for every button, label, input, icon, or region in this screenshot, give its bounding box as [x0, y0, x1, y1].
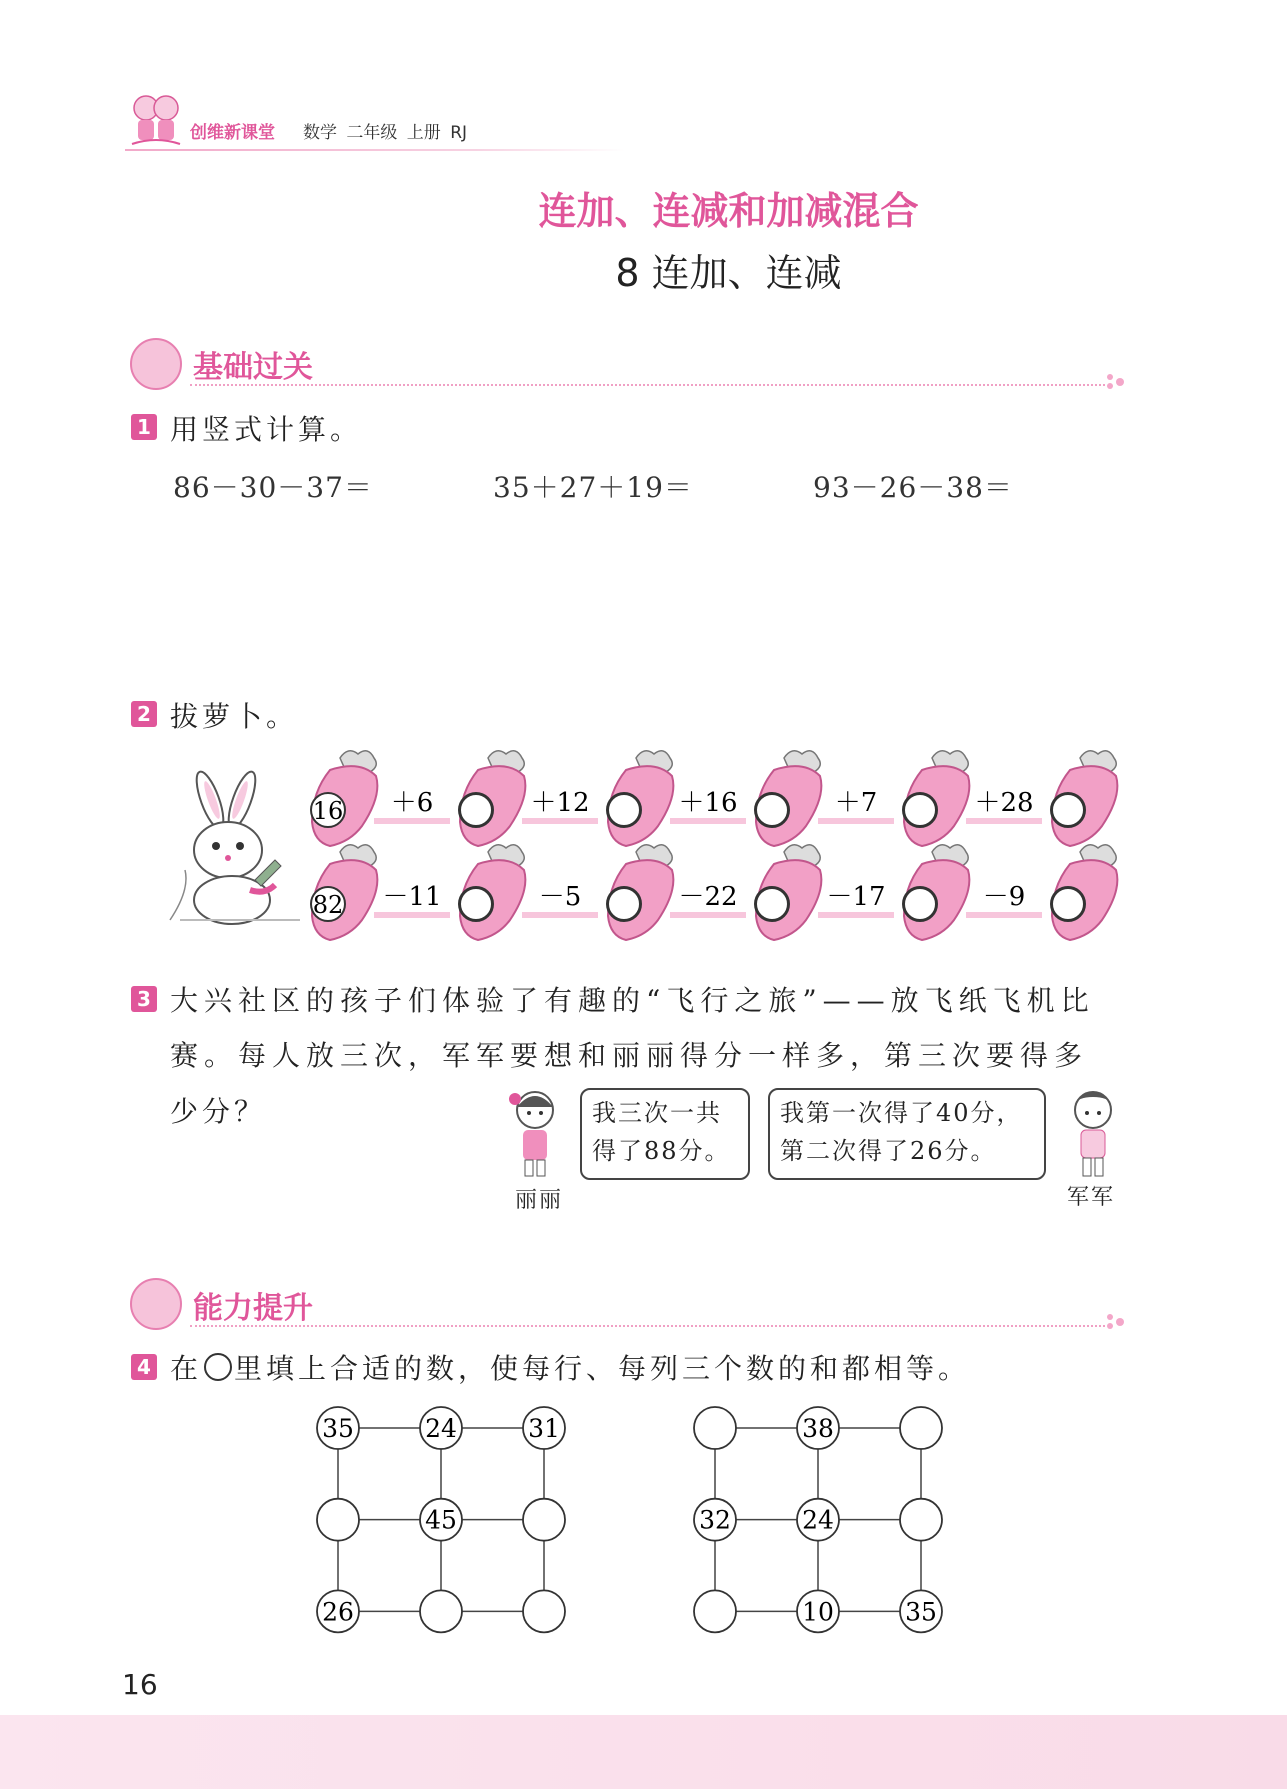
junjun-bubble-line1: 我第一次得了40分，: [780, 1099, 1023, 1127]
junjun-bubble-line2: 第二次得了26分。: [780, 1137, 997, 1165]
equation-3: 93－26－38＝: [813, 471, 1013, 504]
grid-number: 35: [905, 1597, 937, 1627]
grid-number: 38: [802, 1414, 834, 1443]
operation-label: －5: [538, 882, 582, 912]
grid-number: 31: [528, 1414, 560, 1443]
operation-label: ＋16: [678, 788, 738, 818]
question-number-4: 4: [131, 1354, 157, 1380]
grid-blank-circle[interactable]: [523, 1590, 565, 1632]
equation-1: 86－30－37＝: [173, 471, 373, 504]
lili-name: 丽丽: [515, 1188, 564, 1213]
question-number-3: 3: [131, 986, 157, 1012]
question-3-line1: 大兴社区的孩子们体验了有趣的“飞行之旅”——放飞纸飞机比: [170, 984, 1095, 1017]
grid-number: 35: [322, 1414, 354, 1443]
question-number-1: 1: [131, 414, 157, 440]
grid-blank-circle[interactable]: [420, 1590, 462, 1632]
operation-label: －17: [826, 882, 886, 912]
operation-label: ＋6: [390, 788, 434, 818]
grid-number: 26: [322, 1597, 354, 1627]
question-1-text: 用竖式计算。: [170, 413, 363, 446]
junjun-name: 军军: [1067, 1185, 1116, 1210]
lili-bubble-line2: 得了88分。: [592, 1137, 731, 1165]
grid-blank-circle[interactable]: [900, 1499, 942, 1541]
lesson-title: 8 连加、连减: [615, 251, 842, 295]
grid-number: 45: [425, 1505, 457, 1535]
operation-label: ＋28: [974, 788, 1034, 818]
grid-number: 32: [699, 1505, 731, 1535]
grid-blank-circle[interactable]: [317, 1499, 359, 1541]
page-number: 16: [122, 1668, 158, 1701]
question-4-text-after: 里填上合适的数，使每行、每列三个数的和都相等。: [234, 1352, 971, 1385]
grid-blank-circle[interactable]: [694, 1590, 736, 1632]
section-title-basic: 基础过关: [193, 350, 313, 385]
operation-label: －22: [678, 882, 738, 912]
grid-number: 24: [425, 1414, 457, 1443]
section-title-advanced: 能力提升: [193, 1291, 313, 1326]
question-2-text: 拔萝卜。: [170, 700, 299, 733]
operation-label: ＋12: [530, 788, 590, 818]
carrot-start-number: 16: [312, 797, 344, 825]
grid-number: 24: [802, 1505, 834, 1535]
question-number-2: 2: [131, 701, 157, 727]
operation-label: －11: [382, 882, 442, 912]
question-3-line3: 少分？: [170, 1095, 267, 1128]
brand-name: 创维新课堂: [190, 123, 275, 143]
question-4-text-before: 在: [170, 1352, 203, 1385]
grid-blank-circle[interactable]: [523, 1499, 565, 1541]
book-info: 数学 二年级 上册 RJ: [303, 123, 468, 143]
operation-label: ＋7: [834, 788, 878, 818]
grid-number: 10: [802, 1597, 834, 1627]
bottom-band: [0, 1715, 1287, 1789]
carrot-start-number: 82: [312, 891, 344, 919]
operation-label: －9: [982, 882, 1026, 912]
grid-blank-circle[interactable]: [694, 1407, 736, 1449]
question-3-line2: 赛。每人放三次，军军要想和丽丽得分一样多，第三次要得多: [170, 1039, 1089, 1072]
lili-bubble-line1: 我三次一共: [592, 1099, 722, 1127]
grid-blank-circle[interactable]: [900, 1407, 942, 1449]
unit-title: 连加、连减和加减混合: [538, 189, 919, 233]
equation-2: 35＋27＋19＝: [493, 471, 693, 504]
